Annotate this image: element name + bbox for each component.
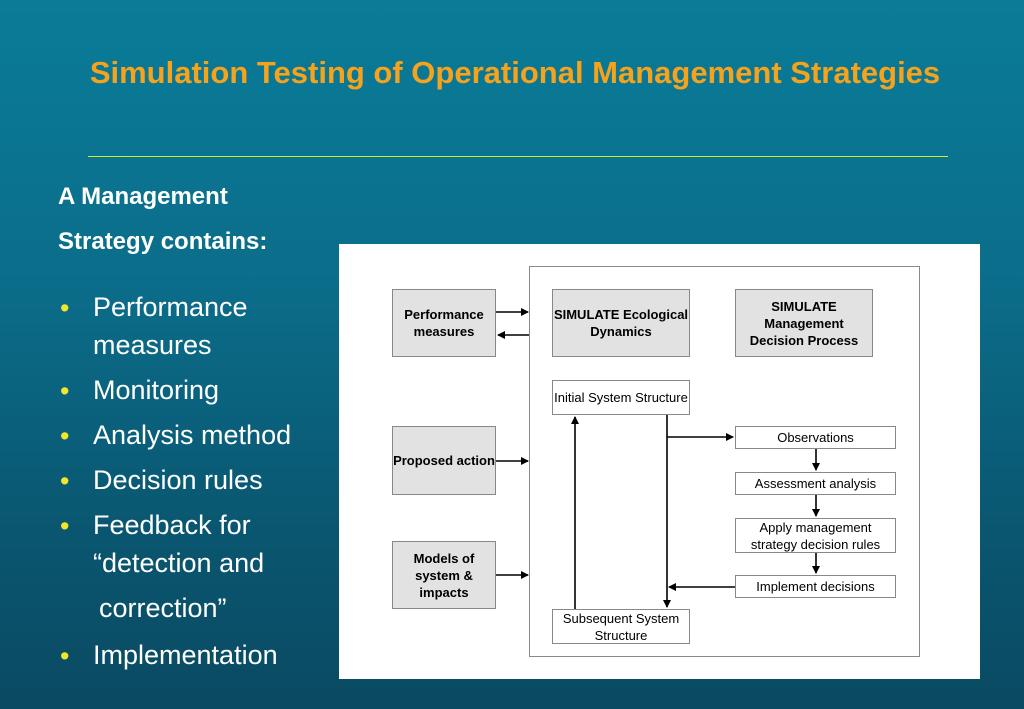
performance-measures-box: Performance measures bbox=[392, 289, 496, 357]
bullet-continuation: correction” bbox=[99, 593, 227, 623]
bullet-item: • Analysis method bbox=[58, 416, 348, 454]
bullet-icon: • bbox=[60, 376, 70, 406]
bullet-item: • Decision rules bbox=[58, 461, 348, 499]
initial-system-box: Initial System Structure bbox=[552, 380, 690, 415]
bullet-icon: • bbox=[60, 421, 70, 451]
bullet-icon: • bbox=[60, 293, 70, 323]
bullet-icon: • bbox=[60, 466, 70, 496]
bullet-item: • Implementation bbox=[58, 636, 348, 674]
apply-rules-box: Apply management strategy decision rules bbox=[735, 518, 896, 553]
proposed-action-box: Proposed action bbox=[392, 426, 496, 495]
simulate-management-box: SIMULATE Management Decision Process bbox=[735, 289, 873, 357]
lead-text-line-2: Strategy contains: bbox=[58, 228, 268, 255]
bullet-icon: • bbox=[60, 511, 70, 541]
implement-decisions-box: Implement decisions bbox=[735, 575, 896, 598]
subsequent-system-box: Subsequent System Structure bbox=[552, 609, 690, 644]
bullet-item: • Feedback for “detection and bbox=[58, 506, 348, 582]
models-box: Models of system & impacts bbox=[392, 541, 496, 609]
bullet-icon: • bbox=[60, 641, 70, 671]
observations-box: Observations bbox=[735, 426, 896, 449]
lead-text-line-1: A Management bbox=[58, 183, 228, 210]
assessment-analysis-box: Assessment analysis bbox=[735, 472, 896, 495]
bullet-item: • Monitoring bbox=[58, 371, 348, 409]
bullet-item: • Performance measures bbox=[58, 288, 348, 364]
slide-title: Simulation Testing of Operational Management Strategies bbox=[89, 55, 941, 90]
simulate-ecological-box: SIMULATE Ecological Dynamics bbox=[552, 289, 690, 357]
